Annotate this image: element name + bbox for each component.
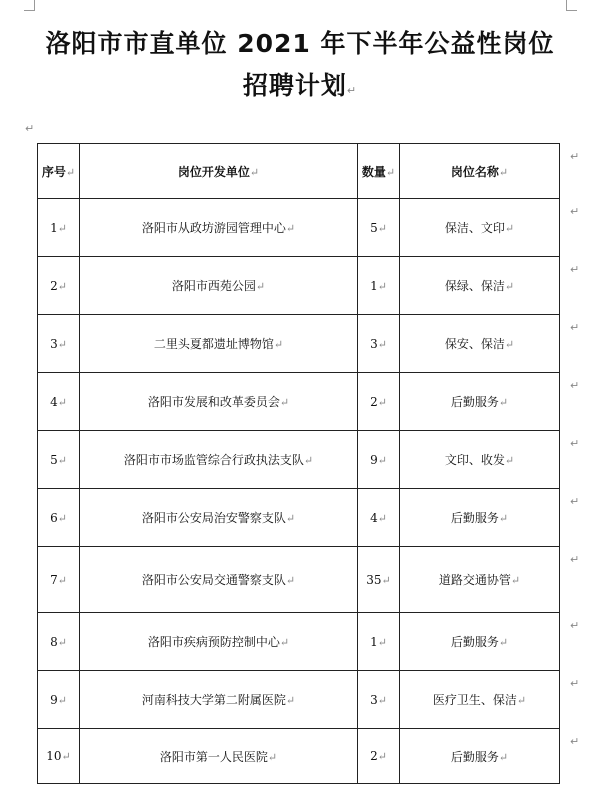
cell-quantity: 2↵ xyxy=(358,729,400,784)
paragraph-mark: ↵ xyxy=(285,222,296,235)
cell-position: 保绿、保洁↵ xyxy=(400,257,560,315)
paragraph-mark: ↵ xyxy=(57,693,67,707)
document-title-line-1 xyxy=(0,24,600,60)
cell-unit: 洛阳市西苑公园↵ xyxy=(80,257,358,315)
cell-index: 9↵ xyxy=(38,671,80,729)
cell-position: 文印、收发↵ xyxy=(400,431,560,489)
paragraph-mark: ↵ xyxy=(377,693,387,707)
cell-index: 4↵ xyxy=(38,373,80,431)
cell-index: 8↵ xyxy=(38,613,80,671)
cell-quantity: 3↵ xyxy=(358,315,400,373)
cell-position: 保洁、文印↵ xyxy=(400,199,560,257)
paragraph-mark: ↵ xyxy=(504,280,515,293)
cell-unit: 洛阳市公安局治安警察支队↵ xyxy=(80,489,358,547)
cell-index: 2↵ xyxy=(38,257,80,315)
cell-position: 医疗卫生、保洁↵ xyxy=(400,671,560,729)
cell-index: 5↵ xyxy=(38,431,80,489)
cell-quantity: 4↵ xyxy=(358,489,400,547)
paragraph-mark: ↵ xyxy=(504,454,515,467)
cell-position: 道路交通协管↵ xyxy=(400,547,560,613)
header-quantity: 数量↵ xyxy=(358,144,400,199)
table-row xyxy=(38,199,560,257)
row-end-mark: ↵ xyxy=(570,320,580,334)
paragraph-mark: ↵ xyxy=(377,453,387,467)
cell-unit: 洛阳市发展和改革委员会↵ xyxy=(80,373,358,431)
cell-position: 保安、保洁↵ xyxy=(400,315,560,373)
row-end-mark: ↵ xyxy=(570,262,580,276)
cell-index: 3↵ xyxy=(38,315,80,373)
cell-unit: 洛阳市公安局交通警察支队↵ xyxy=(80,547,358,613)
cell-index: 6↵ xyxy=(38,489,80,547)
paragraph-mark: ↵ xyxy=(285,574,296,587)
paragraph-mark: ↵ xyxy=(61,750,71,763)
table-row xyxy=(38,431,560,489)
paragraph-mark: ↵ xyxy=(516,694,527,707)
cell-index: 7↵ xyxy=(38,547,80,613)
table-row xyxy=(38,547,560,613)
page-corner-mark-right xyxy=(566,0,577,11)
cell-position: 后勤服务↵ xyxy=(400,373,560,431)
paragraph-mark: ↵ xyxy=(57,573,67,587)
paragraph-mark: ↵ xyxy=(57,635,67,649)
paragraph-mark: ↵ xyxy=(303,454,314,467)
paragraph-mark: ↵ xyxy=(498,396,509,409)
paragraph-mark: ↵ xyxy=(273,338,284,351)
cell-quantity: 2↵ xyxy=(358,373,400,431)
document-title-line-2 xyxy=(0,66,600,102)
title-text-2: 招聘计划 xyxy=(242,71,347,100)
cell-unit: 洛阳市从政坊游园管理中心↵ xyxy=(80,199,358,257)
header-index: 序号↵ xyxy=(38,144,80,199)
cell-quantity: 5↵ xyxy=(358,199,400,257)
row-end-mark: ↵ xyxy=(570,378,580,392)
row-end-mark: ↵ xyxy=(570,204,580,218)
recruitment-table xyxy=(37,143,560,784)
title-text-1: 洛阳市市直单位 2021 年下半年公益性岗位 xyxy=(45,29,555,58)
row-end-mark: ↵ xyxy=(570,494,580,508)
cell-quantity: 35↵ xyxy=(358,547,400,613)
row-end-mark: ↵ xyxy=(570,149,580,163)
table-row xyxy=(38,373,560,431)
paragraph-mark: ↵ xyxy=(377,221,387,235)
cell-unit: 二里头夏都遗址博物馆↵ xyxy=(80,315,358,373)
paragraph-mark: ↵ xyxy=(57,453,67,467)
paragraph-mark: ↵ xyxy=(377,337,387,351)
paragraph-mark: ↵ xyxy=(267,750,278,764)
cell-quantity: 9↵ xyxy=(358,431,400,489)
cell-position: 后勤服务↵ xyxy=(400,613,560,671)
cell-index: 1↵ xyxy=(38,199,80,257)
paragraph-mark: ↵ xyxy=(255,280,266,293)
table-row xyxy=(38,257,560,315)
page-corner-mark-left xyxy=(24,0,35,11)
row-end-mark: ↵ xyxy=(570,734,580,748)
cell-unit: 洛阳市第一人民医院↵ xyxy=(80,729,358,784)
cell-quantity: 3↵ xyxy=(358,671,400,729)
cell-unit: 洛阳市疾病预防控制中心↵ xyxy=(80,613,358,671)
paragraph-mark: ↵ xyxy=(504,338,515,351)
paragraph-mark: ↵ xyxy=(377,279,387,293)
paragraph-mark: ↵ xyxy=(498,636,509,649)
paragraph-mark: ↵ xyxy=(57,511,67,525)
cell-quantity: 1↵ xyxy=(358,257,400,315)
row-end-mark: ↵ xyxy=(570,552,580,566)
paragraph-mark: ↵ xyxy=(377,635,387,649)
row-end-mark: ↵ xyxy=(570,618,580,632)
paragraph-mark: ↵ xyxy=(285,512,296,525)
paragraph-mark: ↵ xyxy=(498,512,509,525)
header-position: 岗位名称↵ xyxy=(400,144,560,199)
table-row xyxy=(38,671,560,729)
paragraph-mark: ↵ xyxy=(377,750,387,763)
table-row xyxy=(38,729,560,784)
paragraph-mark: ↵ xyxy=(57,221,67,235)
header-unit: 岗位开发单位↵ xyxy=(80,144,358,199)
paragraph-mark: ↵ xyxy=(57,337,67,351)
cell-unit: 河南科技大学第二附属医院↵ xyxy=(80,671,358,729)
paragraph-mark: ↵ xyxy=(504,222,515,235)
cell-position: 后勤服务↵ xyxy=(400,489,560,547)
row-end-mark: ↵ xyxy=(570,436,580,450)
paragraph-mark: ↵ xyxy=(279,636,290,649)
table-row xyxy=(38,315,560,373)
paragraph-mark: ↵ xyxy=(377,511,387,525)
table-row xyxy=(38,489,560,547)
table-row xyxy=(38,613,560,671)
cell-unit: 洛阳市市场监管综合行政执法支队↵ xyxy=(80,431,358,489)
paragraph-mark: ↵ xyxy=(377,395,387,409)
row-end-mark: ↵ xyxy=(570,676,580,690)
cell-index: 10↵ xyxy=(38,729,80,784)
paragraph-mark: ↵ xyxy=(381,573,391,587)
paragraph-mark: ↵ xyxy=(346,84,358,97)
paragraph-mark: ↵ xyxy=(25,122,35,135)
paragraph-mark: ↵ xyxy=(57,279,67,293)
table-header-row xyxy=(38,144,560,199)
paragraph-mark: ↵ xyxy=(279,396,290,409)
paragraph-mark: ↵ xyxy=(57,395,67,409)
paragraph-mark: ↵ xyxy=(285,694,296,707)
paragraph-mark: ↵ xyxy=(510,574,521,587)
cell-quantity: 1↵ xyxy=(358,613,400,671)
cell-position: 后勤服务↵ xyxy=(400,729,560,784)
paragraph-mark: ↵ xyxy=(498,750,509,764)
